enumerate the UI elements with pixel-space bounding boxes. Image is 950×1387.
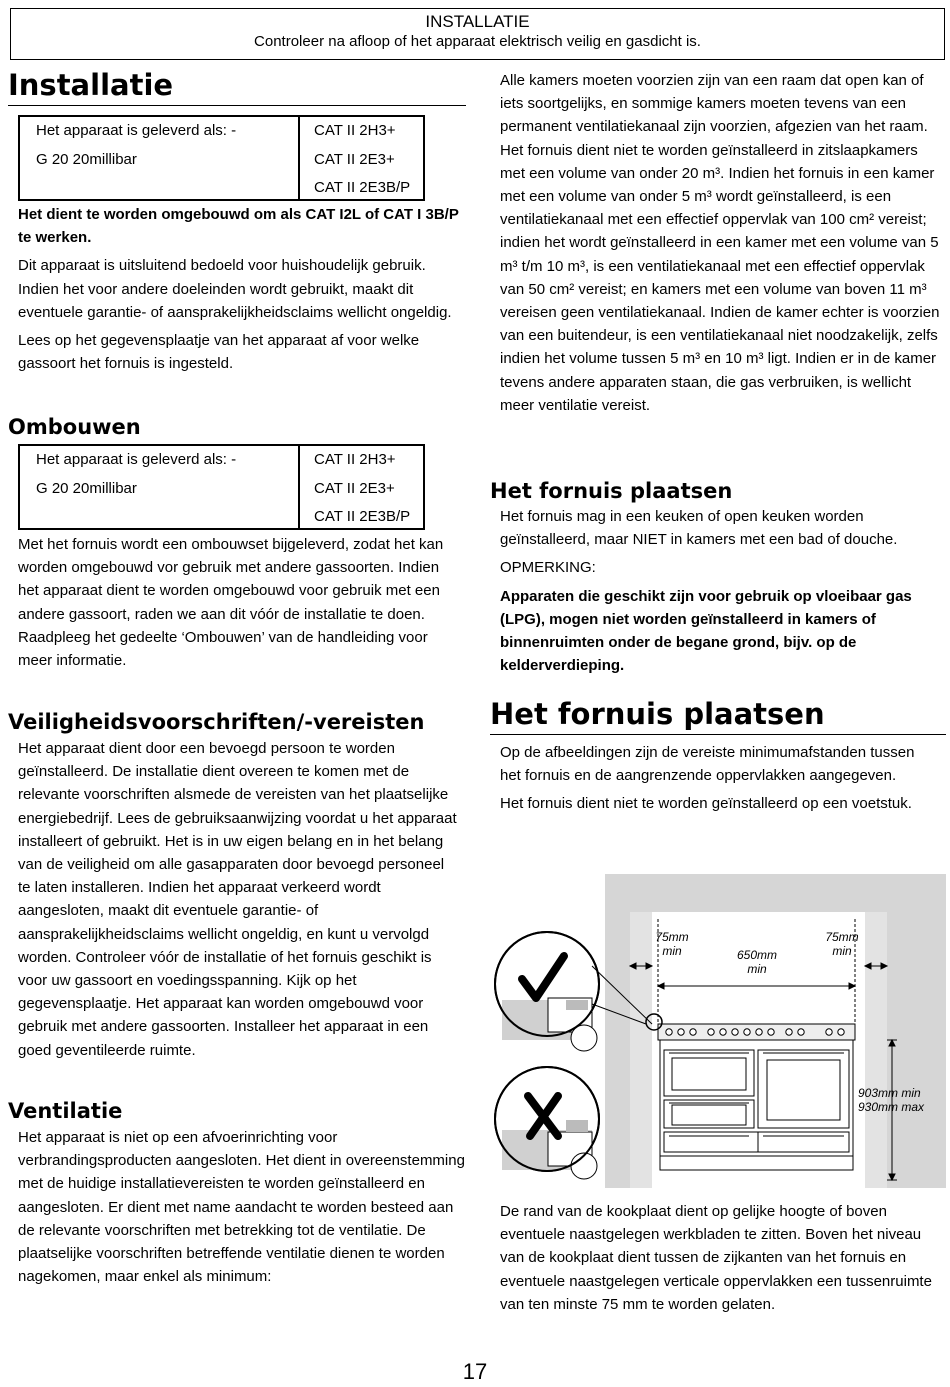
table-divider: [298, 117, 300, 199]
ventilatie-body: [18, 1126, 466, 1288]
veiligheid-body: [18, 737, 458, 1062]
range-cooker: [658, 1024, 855, 1170]
left-column: [8, 68, 466, 106]
correct-detail-circle: [495, 932, 599, 1051]
plaatsen-big-heading: Het fornuis plaatsen: [490, 697, 825, 731]
installatie-rule: [8, 105, 466, 106]
gas-pressure-label: G 20 20millibar: [36, 479, 137, 497]
gas-category: CAT II 2E3B/P: [314, 179, 411, 196]
table-divider: [298, 446, 300, 528]
clearance-diagram: [492, 874, 946, 1190]
gas-category: CAT II 2H3+: [314, 451, 396, 468]
header-title: INSTALLATIE: [425, 12, 530, 31]
header-subtitle: Controleer na afloop of het apparaat elektrisch veilig en gasdicht is.: [254, 33, 701, 50]
installatie-paragraph-2: Lees op het gegevensplaatje van het apparaat af voor welke gassoort het fornuis is ingesteld.: [18, 332, 420, 373]
center-gap-label: 650mm min: [736, 948, 777, 976]
plaatsen-small-heading: Het fornuis plaatsen: [490, 479, 733, 503]
closing-paragraph: De rand van de kookplaat dient op gelijke hoogte of boven eventuele naastgelegen werkbladen te zitten. Boven het niveau van de kookplaat dient tussen de zijkanten van het fornuis en eventuele naastgelegen verticale oppervlakken een tussenruimte van ten minste 75 mm te worden gelaten.: [500, 1203, 932, 1313]
veiligheid-heading: Veiligheidsvoorschriften/-vereisten: [8, 710, 425, 734]
lpg-warning: Apparaten die geschikt zijn voor gebruik op vloeibaar gas (LPG), mogen niet worden geïnstalleerd in kamers of binnenruimten onder de begane grond, bijv. op de kelderverdieping.: [500, 587, 912, 675]
installatie-heading: Installatie: [8, 68, 174, 102]
left-gap-label: 75mm min: [655, 930, 689, 958]
opmerking-label: OPMERKING:: [500, 559, 596, 577]
ventilatie-heading: Ventilatie: [8, 1099, 123, 1123]
veiligheid-section: [8, 709, 466, 735]
conversion-note: Het dient te worden omgebouwd om als CAT I2L of CAT I 3B/P te werken.: [18, 206, 459, 247]
installatie-paragraph-1: Dit apparaat is uitsluitend bedoeld voor huishoudelijk gebruik. Indien het voor andere doeleinden wordt gebruikt, maakt dit eventuele garantie- of aansprakelijkheidsclaims wellicht ongeldig.: [18, 257, 452, 321]
gas-supplied-label: Het apparaat is geleverd als: -: [36, 122, 237, 139]
ombouwen-section: [8, 414, 466, 440]
cooker-diagram-svg: [492, 874, 946, 1190]
plaatsen-small-section: [490, 478, 946, 504]
plaatsen-big-body: [500, 741, 930, 816]
right-gap-label: 75mm min: [825, 930, 859, 958]
plaatsen-small-body: [500, 505, 946, 677]
ombouwen-body: [18, 533, 446, 672]
installatie-body: [18, 203, 466, 375]
page-header: [10, 8, 945, 60]
ventilatie-continued-paragraph: Alle kamers moeten voorzien zijn van een raam dat open kan of iets soortgelijks, en sommige kamers moeten tevens van een permanent ventilatiekanaal zijn voorzien, afgezien van het raam. Het fornuis dient niet te worden geïnstalleerd in zitslaapkamers met een volume van onder 20 m³. Indien het fornuis in een kamer met een volume van onder 5 m³ wordt geïnstalleerd, is een ventilatiekanaal met een effectief oppervlak van 100 cm² vereist; indien het wordt geïnstalleerd in een kamer met een volume van 5 m³ t/m 10 m³, is een ventilatiekanaal met een effectief oppervlak van 50 cm² vereist; en kamers met een volume van boven 11 m³ vereisen geen ventilatiekanaal. Indien de kamer echter is voorzien van een buitendeur, is een ventilatiekanaal niet noodzakelijk, zelfs indien het volume tussen 5 m³ en 10 m³ ligt. Indien er in de kamer tevens andere apparaten staan, die gas verbruiken, is wellicht meer ventilatie vereist.: [500, 72, 940, 414]
ombouwen-heading: Ombouwen: [8, 415, 141, 439]
gas-pressure-label: G 20 20millibar: [36, 150, 137, 168]
ventilatie-section: [8, 1098, 466, 1124]
gas-category: CAT II 2E3+: [314, 150, 395, 168]
gas-category: CAT II 2E3B/P: [314, 508, 411, 525]
ombouwen-paragraph: Met het fornuis wordt een ombouwset bijgeleverd, zodat het kan worden omgebouwd vor gebruik met andere gassoorten. Indien het apparaat dient te worden omgebouwd voor gebruik met een andere gassoort, raden we aan dit vóór de installatie te doen. Raadpleeg het gedeelte ‘Ombouwen’ van de handleiding voor meer informatie.: [18, 536, 444, 670]
plaatsen-rule: [490, 734, 946, 735]
page-number: 17: [462, 1359, 488, 1384]
height-label: 903mm min 930mm max: [858, 1086, 925, 1114]
plaatsen-small-paragraph: Het fornuis mag in een keuken of open keuken worden geïnstalleerd, maar NIET in kamers met een bad of douche.: [500, 508, 898, 549]
ventilatie-paragraph: Het apparaat is niet op een afvoerinrichting voor verbrandingsproducten aangesloten. Het dient in overeenstemming met de huidige installatievereisten te worden geïnstalleerd en aangesloten. Er dient met name aandacht te worden besteed aan de relevante voorschriften met betrekking tot de ventilatie. De plaatselijke voorschriften betreffende ventilatie dienen te worden nagekomen, maar enkel als minimum:: [18, 1129, 465, 1286]
gas-category: CAT II 2E3+: [314, 479, 395, 497]
plaatsen-big-paragraph-1: Op de afbeeldingen zijn de vereiste minimumafstanden tussen het fornuis en de aangrenzende oppervlakken aangegeven.: [500, 744, 915, 785]
closing-body: [500, 1200, 946, 1316]
ventilatie-continued: [500, 69, 946, 417]
veiligheid-paragraph: Het apparaat dient door een bevoegd persoon te worden geïnstalleerd. De installatie dient overeen te komen met de relevante voorschriften alsmede de vereisten van het plaatselijke energiebedrijf. Lees de gebruiksaanwijzing voordat u het apparaat installeert of gebruikt. Het is in uw eigen belang en in het belang van de veiligheid om alle gasapparaten door bevoegd personeel te laten installeren. Indien het apparaat verkeerd wordt aangesloten, maakt dit eventuele garantie- of aansprakelijkheidsclaims wellicht ongeldig, en kunt u vervolgd worden. Controleer vóór de installatie of het fornuis geschikt is voor uw gassoort en voedingsspanning. Kijk op het gegevensplaatje. Het apparaat kan worden omgebouwd voor gebruik met andere gassoorten. Installeer het apparaat in een goed geventileerde ruimte.: [18, 740, 457, 1059]
gas-supplied-label: Het apparaat is geleverd als: -: [36, 451, 237, 468]
plaatsen-big-paragraph-2: Het fornuis dient niet te worden geïnstalleerd op een voetstuk.: [500, 795, 912, 813]
gas-table-ombouwen: [18, 444, 425, 530]
gas-table-installatie: [18, 115, 425, 201]
plaatsen-big-section: [490, 697, 946, 735]
gas-category: CAT II 2H3+: [314, 122, 396, 139]
